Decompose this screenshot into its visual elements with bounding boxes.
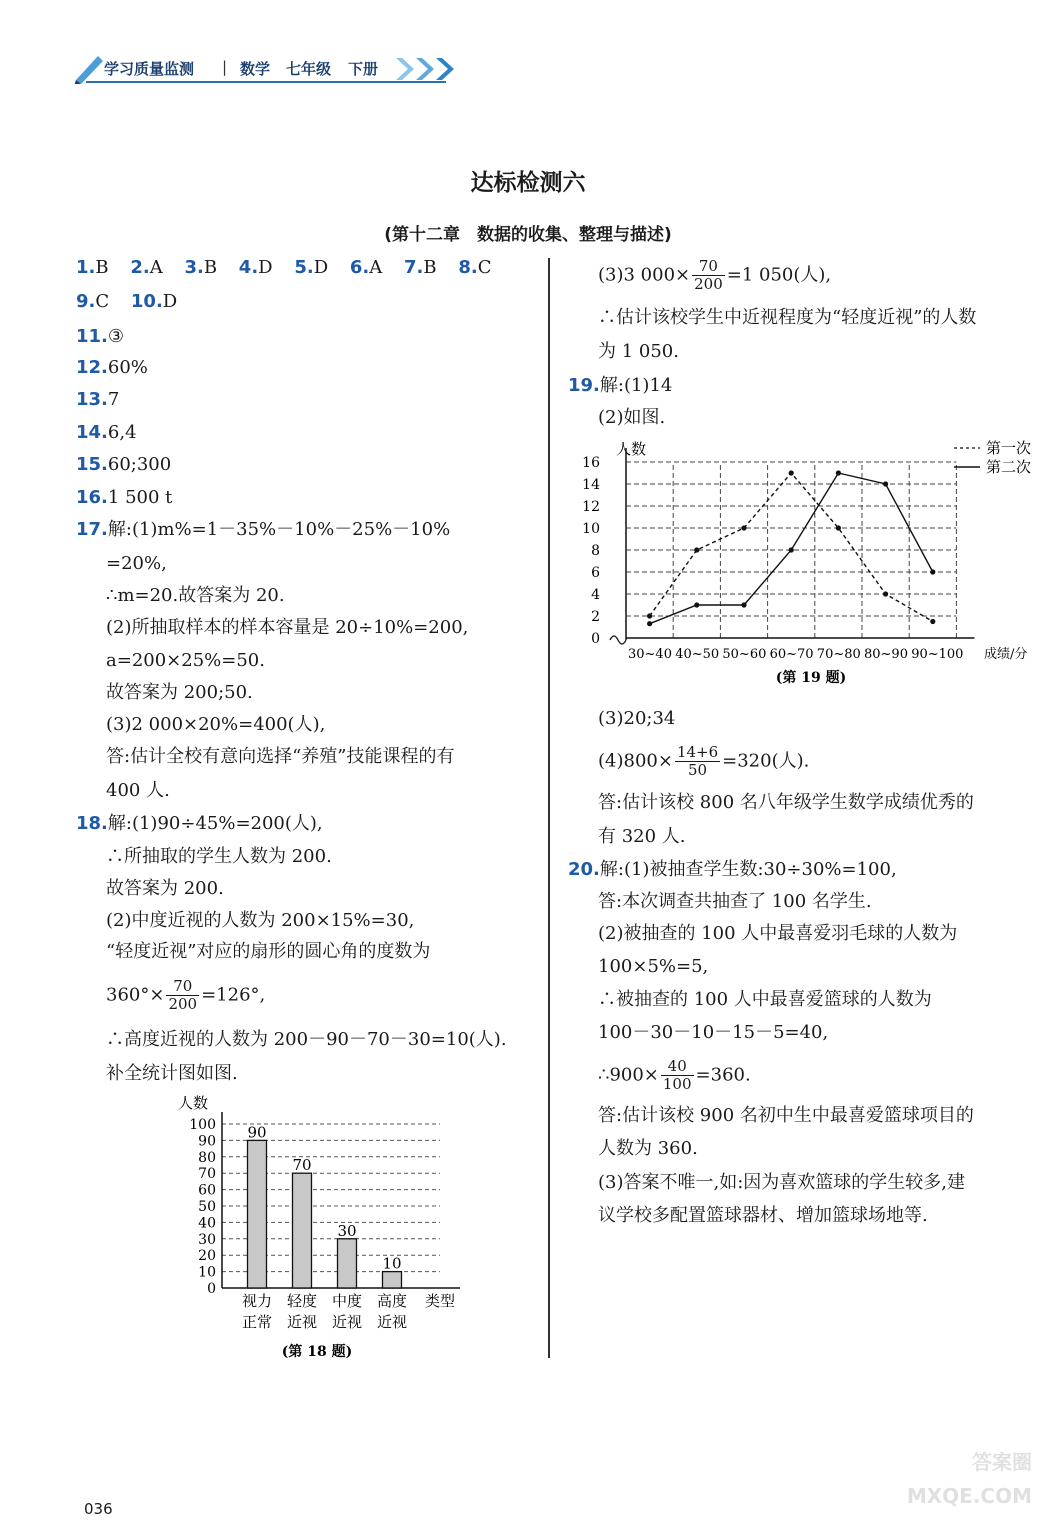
x-tick-label: 80~90 [864,647,908,662]
x-tick-label: 近视 [286,1313,318,1331]
data-point [836,525,841,530]
q20-line: ∴900× $\frac{40}{100}$ =360. [598,1057,751,1093]
fill-answer: 16.1 500 t [76,487,173,508]
data-point [694,602,699,607]
x-tick-label: 70~80 [816,647,861,662]
q17-line: 17.解:(1)m%=1－35%－10%－25%－10% [76,519,451,540]
q18-line: (2)中度近视的人数为 200×15%=30, [106,910,415,931]
q19-line: 答:估计该校 800 名八年级学生数学成绩优秀的 [598,792,974,813]
q20-line: 答:本次调查共抽查了 100 名学生. [598,891,872,912]
y-tick-label: 50 [198,1199,216,1215]
data-point [883,481,888,486]
q18-line: ∴估计该校学生中近视程度为“轻度近视”的人数 [598,307,977,328]
y-tick-label: 2 [591,609,600,625]
choice-row-2: 9.C 10.D [76,291,178,312]
q20-line: 20.解:(1)被抽查学生数:30÷30%=100, [568,859,897,880]
q18-line: 补全统计图如图. [106,1063,238,1084]
data-point [883,591,888,596]
fill-answer: 14.6,4 [76,422,137,443]
x-tick-label: 高度 [376,1292,408,1310]
q20-line: (2)被抽查的 100 人中最喜爱羽毛球的人数为 [598,923,958,944]
y-tick-label: 40 [198,1215,216,1232]
arrows-icon [394,54,468,84]
q17-line: (3)2 000×20%=400(人), [106,714,326,735]
q18-line: “轻度近视”对应的扇形的圆心角的度数为 [106,941,431,962]
x-tick-label: 60~70 [769,647,814,662]
x-tick-label: 正常 [241,1313,273,1331]
x-tick-label: 中度 [331,1292,363,1310]
y-tick-label: 0 [591,631,600,647]
q17-line: 故答案为 200;50. [106,682,253,703]
q17-line: 答:估计全校有意向选择“养殖”技能课程的有 [106,746,455,767]
y-tick-label: 30 [198,1231,216,1248]
header-brand: 学习质量监测 [104,60,195,78]
q20-line: 答:估计该校 900 名初中生中最喜爱篮球项目的 [598,1105,974,1126]
q20-line: 议学校多配置篮球器材、增加篮球场地等. [598,1205,928,1226]
y-tick-label: 80 [198,1149,216,1166]
q20-line: 100－30－10－15－5=40, [598,1022,829,1043]
page-title: 达标检测六 [470,170,586,196]
legend-label: 第二次 [986,458,1032,476]
bar-value-label: 30 [337,1221,357,1240]
page-number: 036 [84,1500,113,1518]
x-axis-label: 成绩/分 [984,647,1028,662]
data-point [930,569,935,574]
series-line [650,473,933,622]
data-point [789,470,794,475]
y-tick-label: 10 [582,521,600,537]
x-tick-label: 视力 [241,1292,273,1310]
x-tick-label: 30~40 [628,647,672,662]
fill-answer: 11.③ [76,326,125,347]
data-point [647,613,652,618]
q19-line: 有 320 人. [598,826,686,847]
bar [248,1140,267,1288]
line-chart-q19 [576,434,1046,690]
choice-row-1: 1.B 2.A 3.B 4.D 5.D 6.A 7.B 8.C [76,257,492,278]
data-point [647,621,652,626]
y-tick-label: 0 [207,1281,216,1297]
column-divider [548,258,550,1358]
y-tick-label: 70 [198,1166,216,1183]
q17-line: ∴m=20.故答案为 20. [106,585,285,606]
page-subtitle: (第十二章 数据的收集、整理与描述) [384,225,672,245]
watermark: 答案圈 MXQE.COM [906,1450,1032,1508]
header-grade: 七年级 [286,60,332,78]
q18-line: 18.解:(1)90÷45%=200(人), [76,813,323,834]
q18-line: 为 1 050. [598,341,679,362]
q19-line: (3)20;34 [598,708,676,729]
x-tick-label: 40~50 [675,647,720,662]
q19-line: 19.解:(1)14 [568,375,673,396]
y-tick-label: 90 [198,1133,216,1150]
y-tick-label: 8 [591,543,600,559]
y-axis-label: 人数 [616,440,647,458]
x-tick-label: 近视 [331,1313,363,1331]
data-point [741,602,746,607]
bar-value-label: 10 [382,1254,402,1273]
q18-line: ∴所抽取的学生人数为 200. [106,846,332,867]
y-tick-label: 20 [198,1248,216,1265]
fill-answer: 15.60;300 [76,454,172,475]
x-tick-label: 近视 [376,1313,408,1331]
header-term: 下册 [348,60,379,78]
data-point [836,470,841,475]
q17-line: =20%, [106,553,167,574]
q19-line: (2)如图. [598,407,666,428]
y-tick-label: 6 [591,565,600,581]
data-point [741,525,746,530]
q18-line: 360°× $\frac{70}{200}$ =126°, [106,977,266,1013]
bar [293,1173,312,1288]
page-header: 学习质量监测 | 数学 七年级 下册 [72,48,472,88]
axis-break-icon [610,636,626,644]
fill-answer: 12.60% [76,357,148,378]
y-axis-label: 人数 [178,1094,209,1112]
legend-label: 第一次 [986,439,1032,457]
q20-line: (3)答案不唯一,如:因为喜欢篮球的学生较多,建 [598,1172,966,1193]
y-tick-label: 60 [198,1182,216,1199]
chart-caption: (第 19 题) [775,670,847,686]
q18-line: ∴高度近视的人数为 200－90－70－30=10(人). [106,1029,507,1050]
bar-chart-q18 [170,1092,470,1364]
bar-value-label: 70 [292,1156,312,1175]
x-tick-label: 50~60 [722,647,767,662]
q17-line: 400 人. [106,780,170,801]
bar-value-label: 90 [247,1123,267,1142]
header-subject: 数学 [240,60,271,78]
fill-answer: 13.7 [76,389,120,410]
q20-line: 100×5%=5, [598,956,709,977]
data-point [930,619,935,624]
bar [383,1272,402,1288]
y-tick-label: 10 [198,1264,216,1281]
q20-line: 人数为 360. [598,1138,698,1159]
x-tick-label: 轻度 [286,1292,318,1310]
y-tick-label: 100 [189,1117,216,1133]
x-axis-label: 类型 [425,1292,456,1310]
y-tick-label: 14 [582,477,600,493]
q19-line: (4)800× $\frac{14+6}{50}$ =320(人). [598,743,810,779]
x-tick-label: 90~100 [911,647,964,662]
q17-line: a=200×25%=50. [106,650,265,671]
chart-caption: (第 18 题) [281,1344,353,1360]
q20-line: ∴被抽查的 100 人中最喜爱篮球的人数为 [598,989,932,1010]
bar [338,1239,357,1288]
data-point [789,547,794,552]
y-tick-label: 12 [582,499,600,515]
y-tick-label: 16 [582,455,600,471]
q18-line: (3)3 000× $\frac{70}{200}$ =1 050(人), [598,257,832,293]
q17-line: (2)所抽取样本的样本容量是 20÷10%=200, [106,617,469,638]
y-tick-label: 4 [591,587,600,603]
q18-line: 故答案为 200. [106,878,224,899]
data-point [694,547,699,552]
